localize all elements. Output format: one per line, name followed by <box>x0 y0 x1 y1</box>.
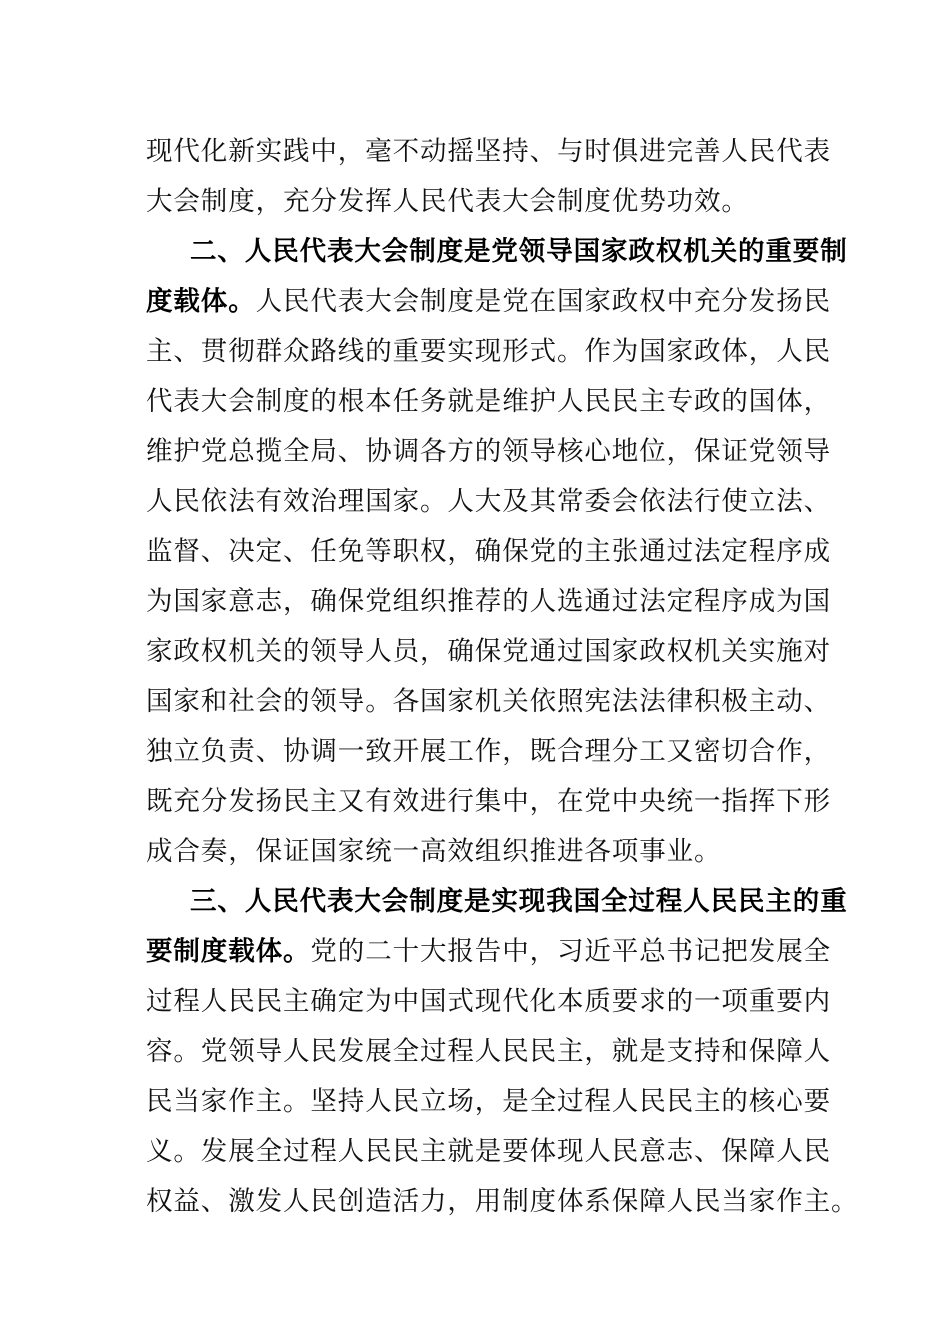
text-line: 现代化新实践中，毫不动摇坚持、与时俱进完善人民代表 <box>146 136 831 167</box>
text-line: 过程人民民主确定为中国式现代化本质要求的一项重要内 <box>146 986 831 1017</box>
text-line-rest: 人民代表大会制度是党在国家政权中充分发扬民 <box>255 286 832 317</box>
section-heading-end: 度载体。 <box>146 286 256 317</box>
text-line: 国家和社会的领导。各国家机关依照宪法法律积极主动、 <box>146 686 831 717</box>
text-line: 既充分发扬民主又有效进行集中，在党中央统一指挥下形 <box>146 786 831 817</box>
text-line: 维护党总揽全局、协调各方的领导核心地位，保证党领导 <box>146 436 831 467</box>
section-heading: 三、人民代表大会制度是实现我国全过程人民民主的重 <box>190 886 848 917</box>
text-line: 代表大会制度的根本任务就是维护人民民主专政的国体， <box>146 386 831 417</box>
text-line: 大会制度，充分发挥人民代表大会制度优势功效。 <box>146 186 749 217</box>
text-line: 权益、激发人民创造活力，用制度体系保障人民当家作主。 <box>146 1186 859 1217</box>
text-line: 民当家作主。坚持人民立场，是全过程人民民主的核心要 <box>146 1086 831 1117</box>
text-line: 为国家意志，确保党组织推荐的人选通过法定程序成为国 <box>146 586 831 617</box>
text-line: 义。发展全过程人民民主就是要体现人民意志、保障人民 <box>146 1136 831 1167</box>
section-heading-end: 要制度载体。 <box>146 936 311 967</box>
text-line: 人民依法有效治理国家。人大及其常委会依法行使立法、 <box>146 486 831 517</box>
text-line: 容。党领导人民发展全过程人民民主，就是支持和保障人 <box>146 1036 831 1067</box>
text-line: 独立负责、协调一致开展工作，既合理分工又密切合作， <box>146 736 831 767</box>
text-line: 家政权机关的领导人员，确保党通过国家政权机关实施对 <box>146 636 831 667</box>
text-line: 监督、决定、任免等职权，确保党的主张通过法定程序成 <box>146 536 831 567</box>
section-heading: 二、人民代表大会制度是党领导国家政权机关的重要制 <box>190 236 848 267</box>
text-line: 主、贯彻群众路线的重要实现形式。作为国家政体，人民 <box>146 336 831 367</box>
text-line <box>146 282 832 322</box>
text-line <box>146 932 832 972</box>
text-line: 成合奏，保证国家统一高效组织推进各项事业。 <box>146 836 722 867</box>
text-line-rest: 党的二十大报告中，习近平总书记把发展全 <box>310 936 832 967</box>
